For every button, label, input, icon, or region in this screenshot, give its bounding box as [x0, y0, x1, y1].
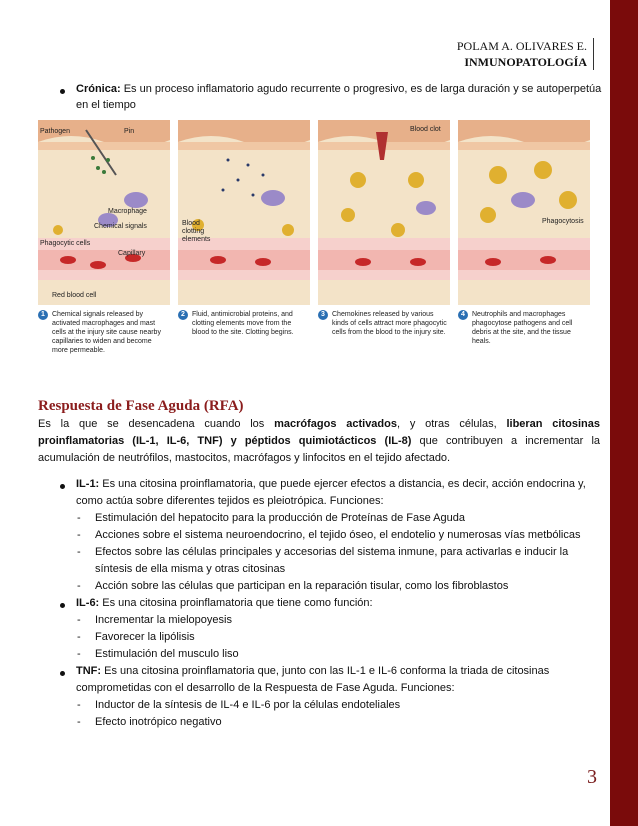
il6-function-2: Favorecer la lipólisis	[95, 631, 195, 643]
dash: -	[77, 699, 81, 711]
tnf-text: Es una citosina proinflamatoria que, junto con las IL-1 e IL-6 conforma la triada de citosinas comprometidas con el desarrollo de la Respuesta de Fase Aguda. Funciones:	[76, 665, 550, 694]
panel-3-number: 3	[318, 310, 328, 320]
il6-function-3: Estimulación del musculo liso	[95, 648, 239, 660]
page-number: 3	[587, 766, 597, 788]
il6-item	[76, 595, 602, 612]
dash: -	[77, 614, 81, 626]
author-name: POLAM A. OLIVARES E.	[456, 39, 587, 53]
il1-function-2: Acciones sobre el sistema neuroendocrino, el tejido óseo, el endotelio y numerosas vías metbólicas	[95, 529, 581, 541]
tnf-function-2: Efecto inotrópico negativo	[95, 716, 222, 728]
panel-1-number: 1	[38, 310, 48, 320]
dash: -	[77, 716, 81, 728]
il1-term: IL-1:	[76, 478, 100, 490]
intro-text-3: que contribuyen a incrementar la acumulación de neutrófilos, mastocitos, macrófagos y linfocitos en el tejido afectado.	[38, 435, 601, 464]
il6-text: Es una citosina proinflamatoria que tiene como función:	[99, 597, 373, 609]
il1-item	[76, 476, 602, 510]
cronica-text: Es un proceso inflamatorio agudo recurrente o progresivo, es de larga duración y se autoperpetúa en el tiempo	[76, 83, 602, 111]
il1-text: Es una citosina proinflamatoria, que puede ejercer efectos a distancia, es decir, acción endocrina y, como actúa sobre diferentes tejidos es pleiotrópica. Funciones:	[76, 478, 586, 507]
label-pathogen: Pathogen	[40, 128, 70, 135]
panel-2-illustration	[178, 120, 310, 305]
dash: -	[77, 580, 81, 592]
panel-2-number: 2	[178, 310, 188, 320]
dash: -	[77, 648, 81, 660]
panel-4-number: 4	[458, 310, 468, 320]
tnf-function-1: Inductor de la síntesis de IL-4 e IL-6 por la células endoteliales	[95, 699, 401, 711]
intro-text-2: , y otras células,	[396, 418, 507, 430]
bullet-dot	[60, 671, 65, 676]
panel-3-illustration	[318, 120, 450, 305]
dash: -	[77, 512, 81, 524]
bullet-dot	[60, 89, 65, 94]
tnf-item	[76, 663, 602, 697]
bullet-dot	[60, 603, 65, 608]
subject-title: INMUNOPATOLOGÍA	[464, 55, 587, 69]
tnf-term: TNF:	[76, 665, 102, 677]
il1-function-3: Efectos sobre las células principales y accesorias del sistema inmune, para activarlas e inducir la síntesis de ella misma y otras citosinas	[95, 546, 569, 575]
panel-2-caption: Fluid, antimicrobial proteins, and clotting elements move from the blood to the site. Clotting begins.	[192, 311, 294, 336]
il6-term: IL-6:	[76, 597, 100, 609]
bullet-dot	[60, 484, 65, 489]
intro-paragraph	[38, 416, 600, 467]
label-chemical-signals: Chemical signals	[94, 223, 147, 230]
label-blood-clot: Blood clot	[410, 126, 441, 133]
figure-panel-1	[38, 120, 170, 382]
label-macrophage: Macrophage	[108, 208, 147, 215]
dash: -	[77, 631, 81, 643]
page-side-bar	[610, 0, 638, 826]
dash: -	[77, 529, 81, 541]
label-phagocytosis: Phagocytosis	[542, 218, 584, 225]
figure-panel-4	[458, 120, 590, 382]
cronica-bullet	[76, 81, 602, 113]
panel-4-caption: Neutrophils and macrophages phagocytose pathogens and cell debris at the site, and the tissue heals.	[472, 311, 573, 345]
figure-panel-3	[318, 120, 450, 382]
figure-panel-2	[178, 120, 310, 382]
panel-3-caption: Chemokines released by various kinds of cells attract more phagocytic cells from the blood to the injury site.	[332, 311, 447, 336]
label-blood-clotting: Blood clotting elements	[182, 220, 211, 243]
panel-4-illustration	[458, 120, 590, 305]
il1-function-1: Estimulación del hepatocito para la producción de Proteínas de Fase Aguda	[95, 512, 465, 524]
intro-bold-1: macrófagos activados	[274, 418, 397, 430]
panel-1-illustration	[38, 120, 170, 305]
panel-1-caption: Chemical signals released by activated macrophages and mast cells at the injury site cause nearby capillaries to widen and become more permeable.	[52, 311, 161, 354]
il6-function-1: Incrementar la mielopoyesis	[95, 614, 232, 626]
label-capillary: Capillary	[118, 250, 146, 257]
il1-function-4: Acción sobre las células que participan en la reparación tisular, como los fibroblastos	[95, 580, 509, 592]
intro-bold-2: liberan citosinas proinflamatorias (IL-1, IL-6, TNF) y péptidos quimiotácticos (IL-8)	[38, 418, 600, 447]
label-pin: Pin	[124, 128, 135, 135]
cronica-term: Crónica:	[76, 83, 121, 95]
intro-text-1: Es la que se desencadena cuando los	[38, 418, 275, 430]
dash: -	[77, 546, 81, 558]
label-red-blood-cell: Red blood cell	[52, 292, 97, 299]
page-header	[457, 38, 594, 70]
label-phagocytic-cells: Phagocytic cells	[40, 240, 91, 247]
section-title: Respuesta de Fase Aguda (RFA)	[38, 398, 244, 414]
inflammation-figure	[38, 120, 598, 382]
